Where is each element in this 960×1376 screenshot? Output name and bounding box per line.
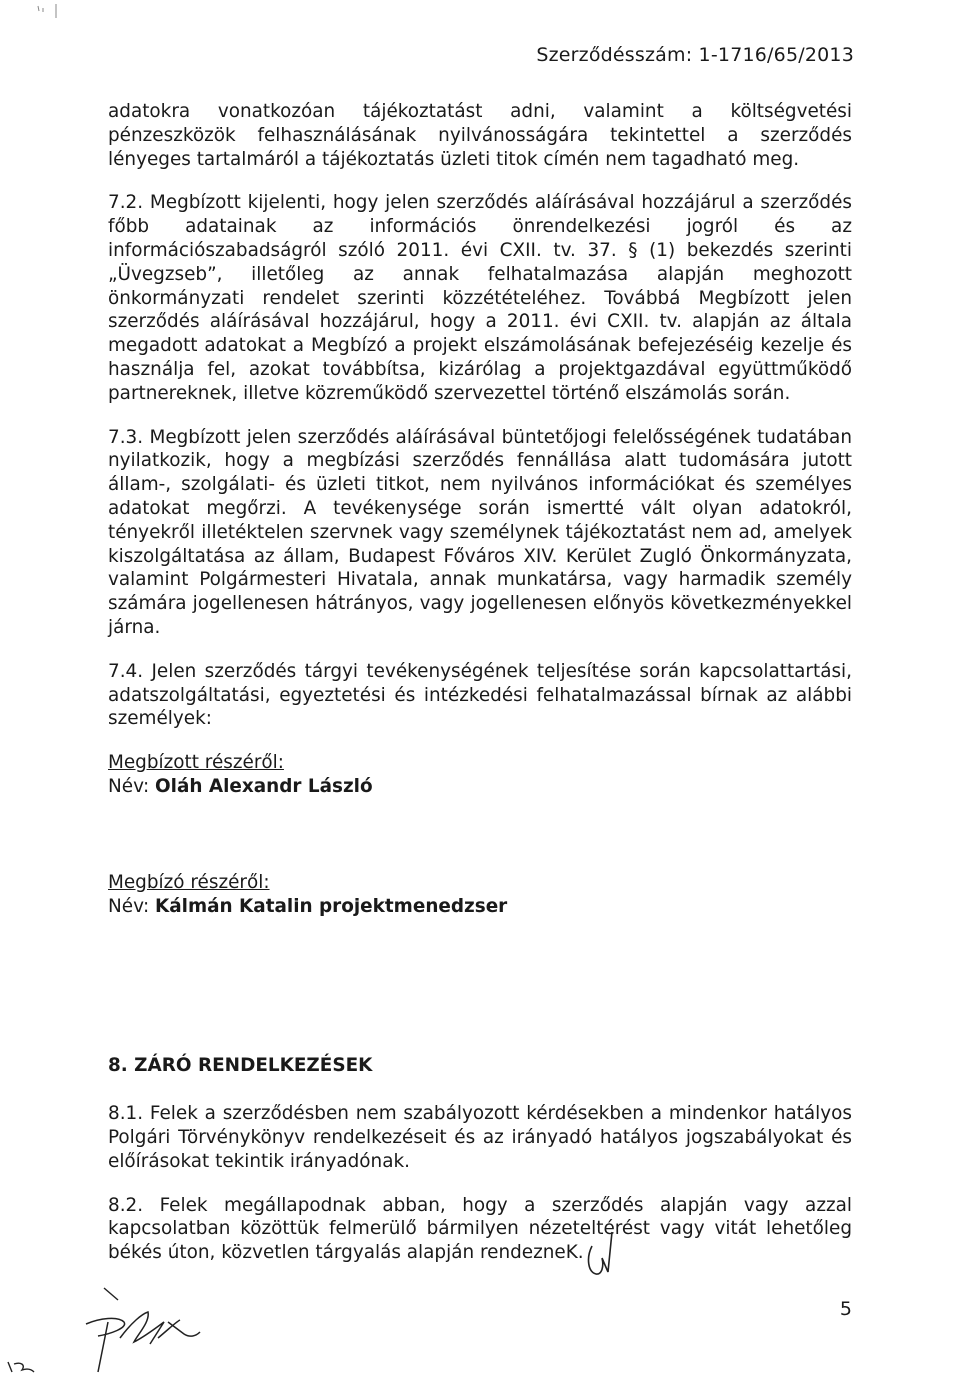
paragraph-7-4: 7.4. Jelen szerződés tárgyi tevékenységének teljesítése során kapcsolattartási, adatszolgáltatási, egyeztetési és intézkedési felhatalmazással bírnak az alábbi személyek: bbox=[108, 660, 852, 730]
paragraph-8-2: 8.2. Felek megállapodnak abban, hogy a szerződés alapján vagy azzal kapcsolatban közöttük felmerülő bármilyen nézeteltérést vagy vitát lehetőleg békés úton, közvetlen tárgyalás alapján rendezneK. bbox=[108, 1194, 852, 1264]
paragraph-7-3: 7.3. Megbízott jelen szerződés aláírásával büntetőjogi felelősségének tudatában nyilatkozik, hogy a megbízási szerződés fennállása alatt tudomására jutott állam-, szolgálati- és üzleti titkot, nem nyilvános információkat és személyes adatokat megőrzi. A tevékenysége során ismertté vált olyan adatokról, tényekről illetéktelen szervnek vagy személynek tájékoztatást nem ad, amelyek kiszolgáltatása az állam, Budapest Főváros XIV. Kerület Zugló Önkormányzata, valamint Polgármesteri Hivatala, annak munkatársa, vagy harmadik személy számára jogellenesen hátrányos, vagy jogellenesen előnyös következményekkel járna. bbox=[108, 426, 852, 638]
client-name-label: Név: bbox=[108, 895, 150, 917]
client-heading-text: Megbízó részéről: bbox=[108, 871, 270, 893]
agent-heading-text: Megbízott részéről: bbox=[108, 752, 284, 774]
paragraph-continued: adatokra vonatkozóan tájékoztatást adni, valamint a költségvetési pénzeszközök felhasználásának nyilvánosságára tekintettel a szerződés lényeges tartalmáról a tájékoztatás üzleti titok címén nem tagadható meg. bbox=[108, 101, 852, 170]
paragraph-7-2: 7.2. Megbízott kijelenti, hogy jelen szerződés aláírásával hozzájárul a szerződés főbb adatainak az információs önrendelkezési jogról és az információszabadságról szóló 2011. évi CXII. tv. 37. § (1) bekezdés szerinti „Üvegzseb”, illetőleg az annak felhatalmazása alapján meghozott önkormányzati rendelet szerinti közzétételéhez. Továbbá Megbízott jelen szerződés aláírásával hozzájárul, hogy a 2011. évi CXII. tv. alapján az általa megadott adatokat a Megbízó a projekt elszámolásának befejezéséig kezelje és használja fel, azokat továbbítsa, kizárólag a projektgazdával együttműködő partnereknek, illetve közreműködő szervezettel történő elszámolás során. bbox=[108, 192, 852, 404]
agent-name: Oláh Alexandr László bbox=[155, 775, 373, 797]
scan-marks-graphic bbox=[34, 2, 74, 26]
paragraph-8-1: 8.1. Felek a szerződésben nem szabályozott kérdésekben a mindenkor hatályos Polgári Törvénykönyv rendelkezéseit és az irányadó hatályos jogszabályokat és előírásokat tekintik irányadónak. bbox=[108, 1103, 852, 1172]
agent-contact-heading bbox=[108, 751, 852, 775]
client-contact-name bbox=[108, 895, 852, 919]
page-number: 5 bbox=[839, 1298, 852, 1320]
handwritten-initial-signature bbox=[582, 1228, 626, 1278]
client-name: Kálmán Katalin projektmenedzser bbox=[155, 895, 508, 917]
client-contact-heading bbox=[108, 871, 852, 895]
handwritten-signature bbox=[0, 1282, 210, 1376]
document-body bbox=[108, 100, 852, 1285]
contract-number: Szerződésszám: 1-1716/65/2013 bbox=[536, 44, 854, 66]
agent-name-label: Név: bbox=[108, 775, 150, 797]
agent-contact-name bbox=[108, 775, 852, 799]
section-8-heading: 8. ZÁRÓ RENDELKEZÉSEK bbox=[108, 1055, 373, 1077]
spacer bbox=[108, 799, 852, 871]
spacer bbox=[108, 918, 852, 1054]
scan-marks bbox=[34, 2, 74, 29]
